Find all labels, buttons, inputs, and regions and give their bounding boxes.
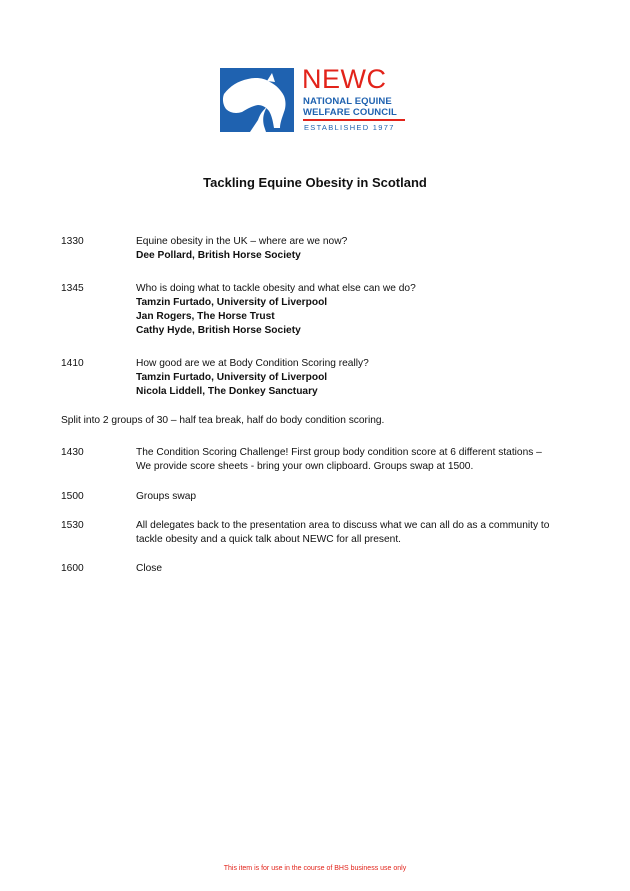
agenda-content <box>136 235 581 264</box>
agenda-speaker: Tamzin Furtado, University of Liverpool <box>136 296 328 308</box>
agenda-description: Who is doing what to tackle obesity and what else can we do? <box>136 282 416 294</box>
logo-acronym: NEWC <box>302 64 387 94</box>
agenda-content <box>136 562 581 576</box>
footer-notice: This item is for use in the course of BHS business use only <box>223 865 407 872</box>
agenda-item <box>61 235 581 264</box>
agenda-content <box>136 519 581 548</box>
agenda-item <box>61 357 581 400</box>
agenda-speaker: Tamzin Furtado, University of Liverpool <box>136 372 328 384</box>
agenda-content <box>136 357 581 400</box>
agenda-time: 1330 <box>61 236 84 247</box>
agenda-item <box>61 562 581 576</box>
logo-established: ESTABLISHED 1977 <box>304 123 395 132</box>
agenda-item <box>61 282 581 339</box>
agenda-item <box>61 446 581 475</box>
agenda-content <box>136 490 581 504</box>
agenda-time: 1500 <box>61 490 84 502</box>
agenda-description: Close <box>136 563 163 575</box>
agenda-description: Equine obesity in the UK – where are we now? <box>136 236 348 247</box>
agenda-description: We provide score sheets - bring your own clipboard. Groups swap at 1500. <box>136 461 474 473</box>
agenda-description: tackle obesity and a quick talk about NEWC for all present. <box>136 534 402 546</box>
agenda-time: 1345 <box>61 282 84 294</box>
agenda-time: 1430 <box>61 446 84 458</box>
split-note: Split into 2 groups of 30 – half tea break, half do body condition scoring. <box>61 414 385 426</box>
agenda-speaker: Cathy Hyde, British Horse Society <box>136 325 301 337</box>
agenda-speaker: Jan Rogers, The Horse Trust <box>136 311 275 323</box>
page-title: Tackling Equine Obesity in Scotland <box>203 175 427 190</box>
logo-divider <box>303 119 405 121</box>
agenda-item <box>61 519 581 548</box>
agenda-description: All delegates back to the presentation area to discuss what we can all do as a community to <box>136 519 550 531</box>
agenda-description: The Condition Scoring Challenge! First group body condition score at 6 different stations – <box>136 446 542 458</box>
agenda-time: 1530 <box>61 519 84 531</box>
agenda-description: Groups swap <box>136 490 197 502</box>
agenda-item <box>61 490 581 504</box>
agenda-time: 1600 <box>61 563 84 575</box>
logo-line-1: NATIONAL EQUINE <box>303 96 392 107</box>
agenda-description: How good are we at Body Condition Scoring really? <box>136 357 369 369</box>
logo-line-2: WELFARE COUNCIL <box>303 107 397 118</box>
horse-head-icon <box>220 68 294 132</box>
agenda-content <box>136 282 581 339</box>
agenda-content <box>136 446 581 475</box>
agenda-speaker: Nicola Liddell, The Donkey Sanctuary <box>136 386 318 398</box>
newc-logo <box>220 64 410 134</box>
agenda-speaker: Dee Pollard, British Horse Society <box>136 250 301 262</box>
agenda-time: 1410 <box>61 357 84 369</box>
agenda <box>61 235 581 577</box>
